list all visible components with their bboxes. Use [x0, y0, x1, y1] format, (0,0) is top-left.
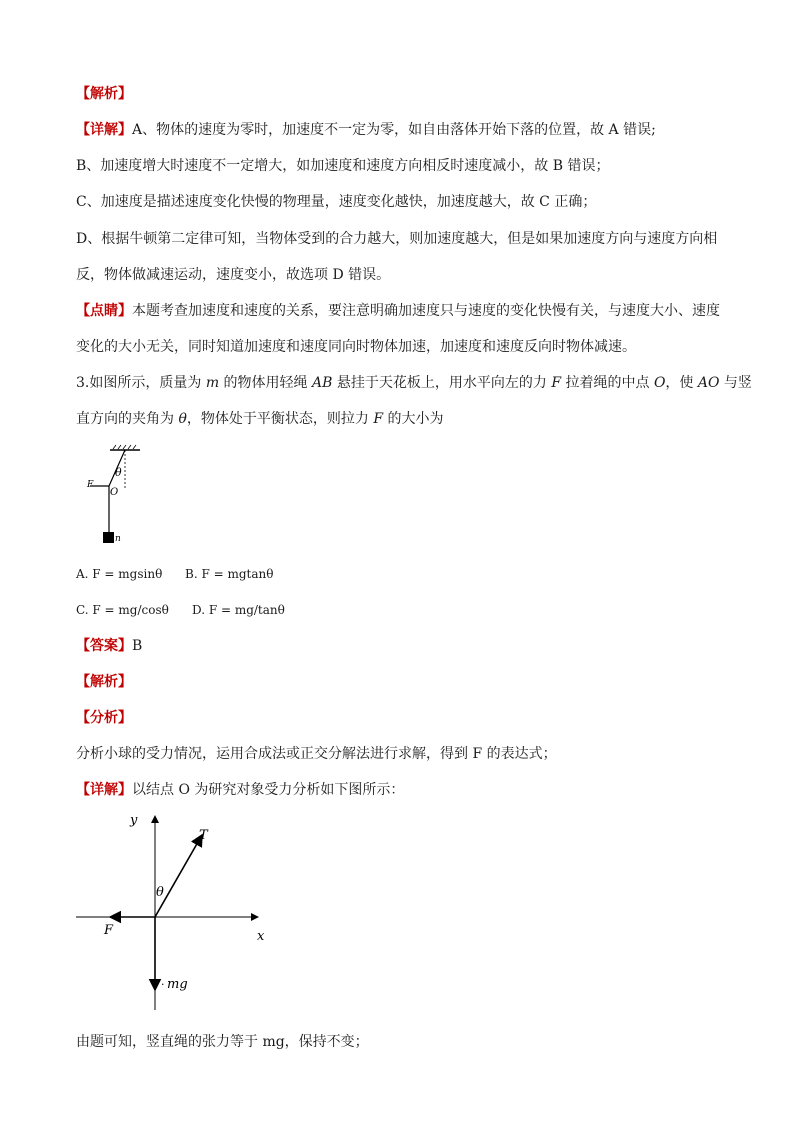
detail-line-2	[76, 780, 404, 800]
breakdown-text: 分析小球的受力情况，运用合成法或正交分解法进行求解，得到 F 的表达式；	[76, 746, 557, 762]
detail-text-a: A、物体的速度为零时，加速度不一定为零，如自由落体开始下落的位置，故 A 错误;	[132, 122, 656, 138]
comment-text-1: 本题考查加速度和速度的关系，要注意明确加速度只与速度的变化快慢有关，与速度大小、速度	[132, 303, 720, 319]
mass-block	[103, 532, 114, 543]
q-var-m: m	[205, 375, 220, 391]
ceiling-hatch	[113, 445, 136, 449]
conclusion-text: 由题可知，竖直绳的张力等于 mg，保持不变；	[76, 1034, 369, 1050]
comment-tag: 【点睛】	[76, 303, 132, 319]
q-text: 拉着绳的中点	[561, 375, 654, 391]
label-t: T	[199, 828, 208, 843]
label-f-diagram: F	[104, 923, 114, 938]
answer-tag: 【答案】	[76, 638, 132, 654]
detail-tag-2: 【详解】	[76, 782, 132, 798]
question-3-line2	[76, 409, 444, 429]
detail-paragraph-d-line1: D、根据牛顿第二定律可知，当物体受到的合力越大，则加速度越大，但是如果加速度方向与速度方向相	[76, 231, 718, 247]
q-var-theta: θ	[178, 411, 187, 427]
q-text: 3.如图所示，质量为	[76, 375, 206, 391]
q-text: ，使	[665, 375, 698, 391]
label-theta: θ	[115, 466, 122, 479]
label-mg: mg	[167, 977, 188, 992]
label-mg-dot: ·	[161, 978, 165, 991]
question-figure	[80, 440, 150, 550]
detail-paragraph-b: B、加速度增大时速度不一定增大，如加速度和速度方向相反时速度减小，故 B 错误；	[76, 158, 610, 174]
q-text: 的大小为	[383, 411, 444, 427]
q-text: 的物体用轻绳	[219, 375, 312, 391]
q-text: 悬挂于天花板上，用水平向左的力	[332, 375, 552, 391]
option-a: A. F = mgsinθ	[76, 567, 163, 581]
detail-paragraph-c: C、加速度是描述速度变化快慢的物理量，速度变化越快，加速度越大，故 C 正确；	[76, 194, 597, 210]
label-theta-diagram: θ	[156, 885, 164, 900]
option-b: B. F = mgtanθ	[185, 567, 274, 581]
q-var-ab: AB	[312, 375, 333, 391]
q-var-f: F	[373, 411, 384, 427]
detail-tag: 【详解】	[76, 122, 132, 138]
q-text: 直方向的夹角为	[76, 411, 179, 427]
question-3-line1	[76, 373, 752, 393]
analysis-heading: 【解析】	[76, 86, 132, 102]
option-d: D. F = mg/tanθ	[192, 603, 285, 617]
label-x: x	[257, 929, 265, 944]
label-o: O	[110, 487, 119, 498]
force-diagram	[70, 810, 280, 1020]
answer-line	[76, 636, 142, 656]
tension-arrow	[155, 835, 202, 917]
answer-value: B	[132, 638, 143, 654]
option-c: C. F = mg/cosθ	[76, 603, 169, 617]
detail-paragraph-d-line2: 反，物体做减速运动，速度变小，故选项 D 错误。	[76, 267, 391, 283]
q-text: ，物体处于平衡状态，则拉力	[186, 411, 374, 427]
q-var-ao: AO	[697, 375, 720, 391]
detail-text-2: 以结点 O 为研究对象受力分析如下图所示：	[132, 782, 405, 798]
label-f: F	[87, 480, 94, 490]
comment-paragraph-line2: 变化的大小无关，同时知道加速度和速度同向时物体加速，加速度和速度反向时物体减速。	[76, 339, 636, 355]
q-var-o: O	[653, 375, 666, 391]
breakdown-heading: 【分析】	[76, 710, 132, 726]
q-text: 与竖	[719, 375, 752, 391]
label-n: n	[115, 534, 121, 544]
detail-paragraph-a	[76, 120, 656, 140]
analysis-heading-2: 【解析】	[76, 674, 132, 690]
label-y: y	[130, 813, 138, 828]
comment-paragraph-line1	[76, 301, 720, 321]
q-var-f: F	[551, 375, 562, 391]
